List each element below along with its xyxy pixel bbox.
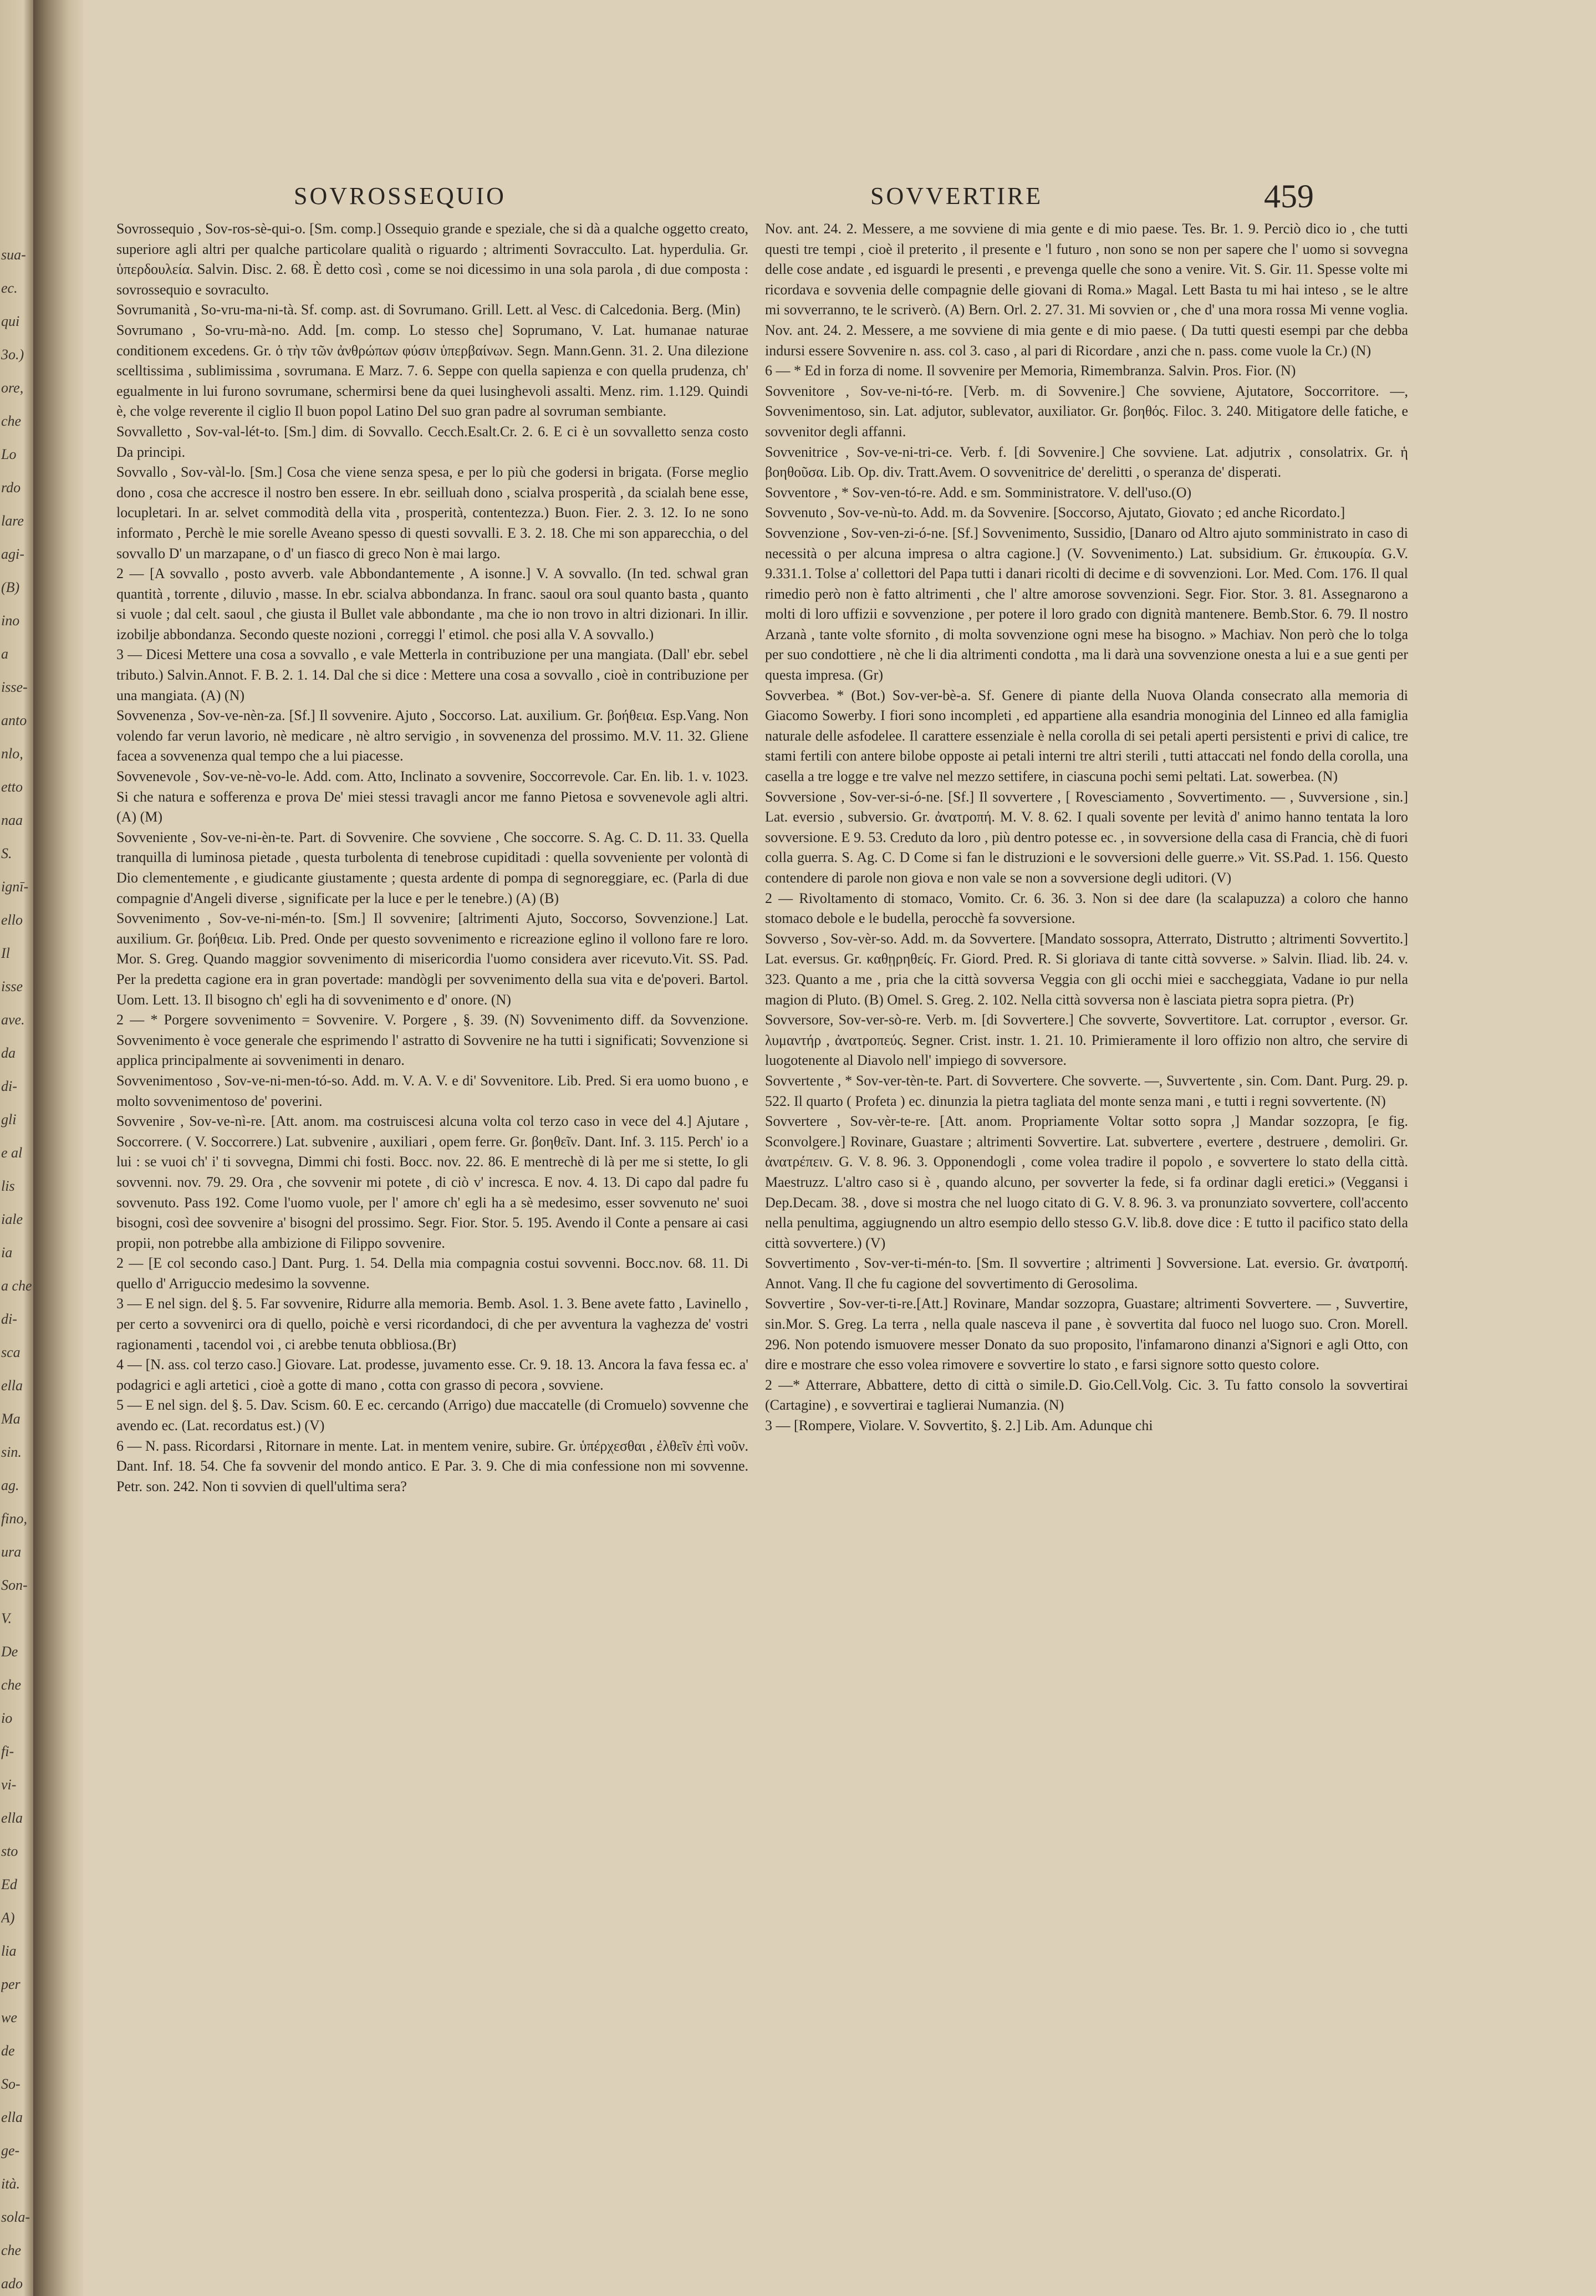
previous-page-fragment: gli — [1, 1111, 17, 1127]
dictionary-entry: 3 — [Rompere, Violare. V. Sovvertito, §. 2.] Lib. Am. Adunque chi — [765, 1417, 1153, 1434]
previous-page-fragment: io — [1, 1710, 13, 1726]
previous-page-fragment: S. — [1, 845, 12, 861]
previous-page-fragment: lis — [1, 1178, 15, 1194]
previous-page-fragment: che — [1, 413, 22, 429]
previous-page-fragment: agi- — [1, 546, 24, 562]
previous-page-fragment: De — [1, 1644, 18, 1660]
previous-page-fragment: per — [1, 1976, 21, 1992]
book-gutter — [33, 0, 83, 2296]
previous-page-fragment: sola- — [1, 2209, 30, 2225]
previous-page-fragment: nlo, — [1, 746, 23, 762]
previous-page-fragment: fino, — [1, 1511, 27, 1527]
dictionary-entry: Sovrumano , So-vru-mà-no. Add. [m. comp. Lo stesso che] Soprumano, V. Lat. humanae naturae conditionem excedens. Gr. ὁ τὴν τῶν ἀνθρώπων φύσιν ὑπερβαίνων. Segn. Mann.Genn. 31. 2. Una dilezione scelltissima , sublimissima , sovrumana. E Marz. 7. 6. Seppe con quella sapienza e con quella prudenza, ch' egualmente in lui furono sovrumane, schermirsi bene da quei lusinghevoli assalti. Menz. rim. 1.129. Quindi è, che volge reverente il ciglio Il buon popol Latino Del suo gran padre al sovruman sembiante. — [116, 322, 748, 420]
dictionary-entry: Sovvertimento , Sov-ver-ti-mén-to. [Sm. Il sovvertire ; altrimenti ] Sovversione. Lat. eversio. Gr. ἀνατροπή. Annot. Vang. Il che fu cagione del sovvertimento di Gerosolima. — [765, 1255, 1408, 1292]
dictionary-entry: Sovvertere , Sov-vèr-te-re. [Att. anom. Propriamente Voltar sotto sopra ,] Mandar sozzopra, [e fig. Sconvolgere.] Rovinare, Guastare ; altrimenti Sovvertire. Lat. subvertere , evertere , destruere , demoliri. Gr. ἀνατρέπειν. G. V. 8. 96. 3. Opponendogli , come volea tradire il popolo , e sovvertere lo stato della città. Maestruzz. L'altro caso si è , quando alcuno, per sovverter la fede, si fa ordinar dagli eretici.» (Veggansi i Dep.Decam. 38. , dove si mostra che nel luogo citato di G. V. 8. 96. 3. va pronunziato sovvertere, coll'accento nella penultima, aggiugnendo un altro esempio dello stesso G.V. lib.8. dove dice : E tutto il pacifico stato della città sovvertere.) (V) — [765, 1113, 1408, 1251]
previous-page-fragment: vi- — [1, 1777, 17, 1793]
previous-page-fragment: Lo — [1, 446, 17, 462]
previous-page-fragment: e al — [1, 1145, 23, 1161]
dictionary-entry: Sovvenimentoso , Sov-ve-ni-men-tó-so. Add. m. V. A. V. e di' Sovvenitore. Lib. Pred. Si era uomo buono , e molto sovvenimentoso de' poverini. — [116, 1072, 748, 1109]
page-number: 459 — [1264, 178, 1314, 215]
dictionary-entry: Sovvenzione , Sov-ven-zi-ó-ne. [Sf.] Sovvenimento, Sussidio, [Danaro od Altro ajuto somministrato in caso di necessità o per alcuna impresa o altra cagione.] (V. Sovvenimento.) Lat. subsidium. Gr. ἐπικουρία. G.V. 9.331.1. Tolse a' collettori del Papa tutti i danari ricolti di decime e di sovvenzioni. Lor. Med. Com. 176. Il qual rimedio però non è fatto altrimenti , che l' altre amorose sovvenzioni. Segr. Fior. Stor. 3. 81. Assegnarono a molti di loro uffizii e sovvenzione , per potere il loro grado con dignità mantenere. Bemb.Stor. 6. 79. Il nostro Arzanà , tante volte sfornito , di molta sovvenzione ogni mese ha bisogno. » Machiav. Non però che lo tolga per suo condottiere , nè che li dia altrimenti condotta , ma li darà una sovvenzione onesta a lui e a sue genti per questa impresa. (Gr) — [765, 524, 1408, 683]
dictionary-entry: Sovrossequio , Sov-ros-sè-qui-o. [Sm. comp.] Ossequio grande e speziale, che si dà a qualche oggetto creato, superiore agli altri per qualche particolare qualità o riguardo ; altrimenti Sovracculto. Lat. hyperdulia. Gr. ὑπερδουλεία. Salvin. Disc. 2. 68. È detto così , come se noi dicessimo in una sola parola , di due composta : sovrossequio e sovraculto. — [116, 221, 748, 298]
dictionary-entry: 6 — * Ed in forza di nome. Il sovvenire per Memoria, Rimembranza. Salvin. Pros. Fior. (N) — [765, 363, 1296, 379]
dictionary-entry: Sovveniente , Sov-ve-ni-èn-te. Part. di Sovvenire. Che sovviene , Che soccorre. S. Ag. C. D. 11. 33. Quella tranquilla di luminosa pietade , questa turbolenta di tenebrose cupiditadi : quella sovveniente per volontà di Dio clementemente , e giudicante giustamente ; questa ardente di pompa di segnoreggiare, ec. (Parla di due compagnie d'Angeli diverse , significate per la luce e per le tenebre.) (A) (B) — [116, 829, 748, 906]
previous-page-fragment: rdo — [1, 479, 21, 496]
previous-page-fragment: sin. — [1, 1444, 22, 1460]
previous-page-fragment: isse- — [1, 679, 28, 695]
previous-page-fragment: da — [1, 1045, 16, 1061]
dictionary-entry: Sovvenitore , Sov-ve-ni-tó-re. [Verb. m. di Sovvenire.] Che sovviene, Ajutatore, Soccorritore. —, Sovvenimentoso, sin. Lat. adjutor, sublevator, auxiliator. Gr. βοηθός. Filoc. 3. 240. Mitigatore delle fatiche, e sovvenitor degli affanni. — [765, 382, 1408, 440]
previous-page-fragment: (B) — [1, 579, 20, 595]
previous-page-fragment: ave. — [1, 1012, 25, 1028]
previous-page-fragment: ella — [1, 1377, 23, 1394]
dictionary-entry: Sovvertente , * Sov-ver-tèn-te. Part. di Sovvertere. Che sovverte. —, Suvvertente , sin. Com. Dant. Purg. 29. p. 522. Il quarto ( Profeta ) ec. dinunzia la pietra tagliata del monte senza mani , e tutti i regni sovvertente. (N) — [765, 1072, 1408, 1109]
previous-page-fragment: ella — [1, 2109, 23, 2125]
previous-page-fragment: ec. — [1, 280, 18, 296]
dictionary-entry: 6 — N. pass. Ricordarsi , Ritornare in mente. Lat. in mentem venire, subire. Gr. ὑπέρχεσθαι , ἐλθεῖν ἐπὶ νοῦν. Dant. Inf. 18. 54. Che fa sovvenir del mondo antico. E Par. 3. 9. Che di mia confessione non mi sovvenne. Petr. son. 242. Non ti sovvien di quell'ultima sera? — [116, 1437, 748, 1494]
dictionary-entry: Sovvenimento , Sov-ve-ni-mén-to. [Sm.] Il sovvenire; [altrimenti Ajuto, Soccorso, Sovvenzione.] Lat. auxilium. Gr. βοήθεια. Lib. Pred. Onde per questo sovvenimento e ricreazione eglino il vollono fare re loro. Mor. S. Greg. Quando maggior sovvenimento di misericordia l'uomo considera aver ricevuto.Vit. SS. Pad. Per la predetta cagione era in gran povertade: mandògli per sovvenimento della sua vita e de'poveri. Bartol. Uom. Lett. 13. Il bisogno ch' egli ha di sovvenimento e d' onore. (N) — [116, 910, 748, 1008]
dictionary-entry: Sovvenuto , Sov-ve-nù-to. Add. m. da Sovvenire. [Soccorso, Ajutato, Giovato ; ed anche Ricordato.] — [765, 504, 1345, 521]
previous-page-fragment: che — [1, 1677, 22, 1693]
dictionary-entry: Nov. ant. 24. 2. Messere, a me sovviene di mia gente e di mio paese. Tes. Br. 1. 9. Perciò dico io , che tutti questi tre tempi , cioè il preterito , il presente e 'l futuro , non sono se non per sapere che l' uomo si sovvegna delle cose andate , ed isguardi le presenti , e prevenga quelle che sono a venire. Vit. S. Gir. 11. Spesse volte mi ricordava e sovvenia delle compagnie delle giovani di Roma.» Magal. Lett Basta tu mi hai inteso , se le altre mi sovverranno, te le scriverò. (A) Bern. Orl. 2. 27. 31. Mi sovvien or , che d' una mora rossa Mi venne voglia. Nov. ant. 24. 2. Messere, a me sovviene di mia gente e di mio paese. ( Da tutti questi esempi par che debba indursi essere Sovvenire n. ass. col 3. caso , al pari di Ricordare , anzi che n. pass. come vuole la Cr.) (N) — [765, 221, 1408, 359]
previous-page-fragment: V. — [1, 1610, 12, 1626]
previous-page-fragment: we — [1, 2009, 17, 2025]
previous-page-fragment: So- — [1, 2076, 21, 2092]
dictionary-entry: Sovvenevole , Sov-ve-nè-vo-le. Add. com. Atto, Inclinato a sovvenire, Soccorrevole. Car. En. lib. 1. v. 1023. Si che natura e sofferenza e prova De' miei stessi travagli ancor me fanno Pietosa e sovvenevole agli altri. (A) (M) — [116, 768, 748, 825]
dictionary-entry: Sovvenire , Sov-ve-nì-re. [Att. anom. ma costruiscesi alcuna volta col terzo caso in vece del 4.] Ajutare , Soccorrere. ( V. Soccorrere.) Lat. subvenire , auxiliari , opem ferre. Gr. βοηθεῖν. Dant. Inf. 3. 115. Perch' io a lui : se vuoi ch' i' ti sovvegna, Dimmi chi fosti. Bocc. nov. 22. 86. E mentrechè di là per me si stette, Io gli sovvenni. nov. 79. 29. Ora , che sovvenir mi potete , di ciò v' incresca. E nov. 4. 13. Di capo dal padre fu sovvenuto. Pass 192. Come l'uomo vuole, per l' amore ch' egli ha a sè medesimo, esser sovvenuto ne' suoi bisogni, così dee sovvenire a' bisogni del prossimo. Segr. Fior. Stor. 5. 195. Avendo il Conte a pensare ai casi propii, non potrebbe alla ambizione di Filippo sovvenire. — [116, 1113, 748, 1251]
dictionary-entry: 5 — E nel sign. del §. 5. Dav. Scism. 60. E ec. cercando (Arrigo) due maccatelle (di Cromuelo) sovvenne che avendo ec. (Lat. recordatus est.) (V) — [116, 1397, 748, 1434]
dictionary-entry: Sovverbea. * (Bot.) Sov-ver-bè-a. Sf. Genere di piante della Nuova Olanda consecrato alla memoria di Giacomo Sowerby. I fiori sono incompleti , ed appartiene alla esandria monoginia del Linneo ed alla famiglia naturale delle asfodelee. Il carattere essenziale è nella corolla di sei petali aperti persistenti e privi di calice, tre stami fertili con antere bilobe opposte ai petali interni tre altri sterili , tutti attaccati nel fondo della corolla, una casella a tre logge e tre valve nel mezzo settifere, in ciascuna pochi semi peltati. Lat. sowerbea. (N) — [765, 687, 1408, 785]
running-header — [83, 177, 1596, 222]
previous-page-fragment: a che — [1, 1278, 32, 1294]
previous-page-fragment: ello — [1, 912, 23, 928]
previous-page-fragment: qui — [1, 313, 20, 329]
previous-page-fragment: lare — [1, 513, 24, 529]
left-running-head: SOVROSSEQUIO — [294, 182, 506, 210]
previous-page-fragment: ge- — [1, 2142, 20, 2159]
dictionary-entry: Sovverso , Sov-vèr-so. Add. m. da Sovvertere. [Mandato sossopra, Atterrato, Distrutto ; altrimenti Sovvertito.] Lat. eversus. Gr. καθῃρηθείς. Fr. Giord. Pred. R. Si gloriava di tante città sovverse. » Salvin. Iliad. lib. 24. v. 323. Quanto a me , pria che la città sovversa Veggia con gli occhi miei e saccheggiata, Vadane io pur nella magion di Pluto. (B) Omel. S. Greg. 2. 102. Nella città sovversa non è lasciata pietra sopra pietra. (Pr) — [765, 930, 1408, 1008]
dictionary-entry: 2 — [E col secondo caso.] Dant. Purg. 1. 54. Della mia compagnia costui sovvenni. Bocc.nov. 68. 11. Di quello d' Arriguccio medesimo la sovvenne. — [116, 1255, 748, 1292]
previous-page-fragment: sca — [1, 1344, 21, 1360]
dictionary-entry: Sovvertire , Sov-ver-ti-re.[Att.] Rovinare, Mandar sozzopra, Guastare; altrimenti Sovvertere. — , Suvvertire, sin.Mor. S. Greg. La terra , nella quale nasceva il pane , è sovvertita dal fuoco nel luogo suo. Cron. Morell. 296. Non potendo ismuovere messer Donato da suo proposito, l'infamarono dinanzi a'Signori e agli Otto, con dire e mostrare che esso volea rimovere e sovvertire lo stato , e farsi signore sotto questo colore. — [765, 1295, 1408, 1373]
dictionary-entry: Sovvenenza , Sov-ve-nèn-za. [Sf.] Il sovvenire. Ajuto , Soccorso. Lat. auxilium. Gr. βοήθεια. Esp.Vang. Non volendo far verun lavorio, nè medicare , nè altro servigio , in sovvenenza del prossimo. M.V. 11. 32. Gliene facea a sovvenenza qual tempo che a lui piacesse. — [116, 707, 748, 764]
previous-page-fragment: sua- — [1, 247, 26, 263]
dictionary-entry: Sovversore, Sov-ver-sò-re. Verb. m. [di Sovvertere.] Che sovverte, Sovvertitore. Lat. corruptor , eversor. Gr. λυμαντήρ , ἀνατροπεύς. Segner. Crist. instr. 1. 21. 10. Primieramente il loro offizio non altro, che servire di luogotenente al Diavolo nell' impiego di sovversore. — [765, 1012, 1408, 1069]
dictionary-entry: Sovvallo , Sov-vàl-lo. [Sm.] Cosa che viene senza spesa, e per lo più che godersi in brigata. (Forse meglio dono , cosa che accresce il nostro ben essere. In ebr. seilluah dono , scialva prosperità , da scialah bene esse, locupletari. In ar. selvet commodità della vita , prosperità, contentezza.) Buon. Fier. 2. 3. 12. Io ne sono informato , Perchè le mie sorelle Aveano spesso di questi sovvalli. E 3. 2. 18. Che mi son apparecchia, o del sovvallo D' un marzapane, o d' un fiasco di greco Non è mai largo. — [116, 464, 748, 562]
previous-page-fragment: ag. — [1, 1477, 19, 1493]
previous-page-fragment: A) — [1, 1910, 15, 1926]
dictionary-entry: Sovvenitrice , Sov-ve-ni-tri-ce. Verb. f. [di Sovvenire.] Che sovviene. Lat. adjutrix , consolatrix. Gr. ἡ βοηθοῦσα. Lib. Op. div. Tratt.Avem. O sovvenitrice de' derelitti , o speranza de' disperati. — [765, 443, 1408, 481]
previous-page-fragment: Son- — [1, 1577, 28, 1593]
previous-page-fragments — [1, 238, 32, 2296]
dictionary-entry: 4 — [N. ass. col terzo caso.] Giovare. Lat. prodesse, juvamento esse. Cr. 9. 18. 13. Ancora la fava fessa ec. a' podagrici e agli artetici , cioè a gotte di mano , cotta con grasso di pecora , sovviene. — [116, 1356, 748, 1393]
previous-page-fragment: ino — [1, 613, 20, 629]
dictionary-entry: 2 — [A sovvallo , posto avverb. vale Abbondantemente , A isonne.] V. A sovvallo. (In ted. schwal gran quantità , torrente , diluvio , masse. In ebr. scialva abbondanza. In franc. saoul ora soul quanto basta , quanto si vuole ; dal celt. saoul , che giusta il Bullet vale abbondante , ma che io non trovo in altri dizionari. In illir. izobilje abbondanza. Secondo queste nozioni , correggi l' etimol. che posi alla V. A sovvallo.) — [116, 565, 748, 642]
dictionary-entry: Sovventore , * Sov-ven-tó-re. Add. e sm. Somministratore. V. dell'uso.(O) — [765, 484, 1192, 501]
dictionary-entry: Sovvalletto , Sov-val-lét-to. [Sm.] dim. di Sovvallo. Cecch.Esalt.Cr. 2. 6. E ci è un sovvalletto senza costo Da principi. — [116, 423, 748, 460]
previous-page-fragment: iale — [1, 1211, 23, 1227]
right-running-head: SOVVERTIRE — [870, 182, 1043, 210]
left-column — [116, 219, 748, 2270]
previous-page-fragment: ignī- — [1, 879, 29, 895]
previous-page-edge — [0, 0, 33, 2296]
previous-page-fragment: di- — [1, 1078, 17, 1094]
previous-page-fragment: ura — [1, 1544, 22, 1560]
previous-page-fragment: ore, — [1, 380, 24, 396]
dictionary-entry: 2 — * Porgere sovvenimento = Sovvenire. V. Porgere , §. 39. (N) Sovvenimento diff. da Sovvenzione. Sovvenimento è voce generale che esprimendo l' astratto di Sovvenire ne ha tutti i significati; Sovvenzione si applica principalmente ai sovvenimenti in denaro. — [116, 1012, 748, 1069]
dictionary-entry: Sovversione , Sov-ver-si-ó-ne. [Sf.] Il sovvertere , [ Rovesciamento , Sovvertimento. — , Suvversione , sin.] Lat. eversio , subversio. Gr. ἀνατροπή. M. V. 8. 62. I quali sovente per levità d' animo hanno tentata la loro sovversione. E 9. 53. Creduto da loro , più dentro potesse ec. , in sovversione della casa di Francia, chè di fuori colla guerra. S. Ag. C. D Come si fan le distruzioni e le sovversioni delle guerre.» Vit. SS.Pad. 1. 156. Questo contendere di parole non giova e non vale se non a sovversione degli uditori. (V) — [765, 788, 1408, 886]
dictionary-entry: 3 — E nel sign. del §. 5. Far sovvenire, Ridurre alla memoria. Bemb. Asol. 1. 3. Bene avete fatto , Lavinello , per certo a sovvenirci ora di quello, poichè e versi ricordandoci, di che per avventura la vaghezza de' vostri ragionamenti , tacendol voi , ci arebbe tenuta obbliosa.(Br) — [116, 1295, 748, 1353]
previous-page-fragment: ella — [1, 1810, 23, 1826]
dictionary-entry: 2 — Rivoltamento di stomaco, Vomito. Cr. 6. 36. 3. Non si dee dare (la scalapuzza) a coloro che hanno stomaco debole e le budella, perocchè fa sovversione. — [765, 890, 1408, 927]
dictionary-entry: Sovrumanità , So-vru-ma-ni-tà. Sf. comp. ast. di Sovrumano. Grill. Lett. al Vesc. di Calcedonia. Berg. (Min) — [116, 302, 741, 318]
previous-page-fragment: che — [1, 2242, 22, 2258]
previous-page-fragment: di- — [1, 1311, 17, 1327]
previous-page-fragment: Il — [1, 945, 10, 961]
dictionary-page — [83, 0, 1596, 2296]
previous-page-fragment: fi- — [1, 1743, 14, 1759]
previous-page-fragment: de — [1, 2043, 15, 2059]
previous-page-fragment: sto — [1, 1843, 18, 1859]
previous-page-fragment: Ed — [1, 1876, 17, 1892]
previous-page-fragment: a — [1, 646, 8, 662]
previous-page-fragment: ità. — [1, 2176, 20, 2192]
previous-page-fragment: anto — [1, 712, 27, 728]
previous-page-fragment: 3o.) — [1, 346, 24, 363]
previous-page-fragment: ado — [1, 2275, 23, 2292]
previous-page-fragment: isse — [1, 978, 23, 994]
dictionary-entry: 2 —* Atterrare, Abbattere, detto di città o simile.D. Gio.Cell.Volg. Cic. 3. Tu fatto consolo la sovvertirai (Cartagine) , e sovvertirai e taglierai Numanzia. (N) — [765, 1376, 1408, 1414]
dictionary-entry: 3 — Dicesi Mettere una cosa a sovvallo , e vale Metterla in contribuzione per una mangiata. (Dall' ebr. sebel tributo.) Salvin.Annot. F. B. 2. 1. 14. Dal che si dice : Mettere una cosa a sovvallo , cioè in contribuzione per una mangiata. (A) (N) — [116, 646, 748, 703]
previous-page-fragment: ia — [1, 1244, 13, 1261]
previous-page-fragment: lia — [1, 1943, 17, 1959]
previous-page-fragment: Ma — [1, 1411, 21, 1427]
right-column — [765, 219, 1408, 2270]
previous-page-fragment: etto — [1, 779, 23, 795]
previous-page-fragment: naa — [1, 812, 23, 828]
